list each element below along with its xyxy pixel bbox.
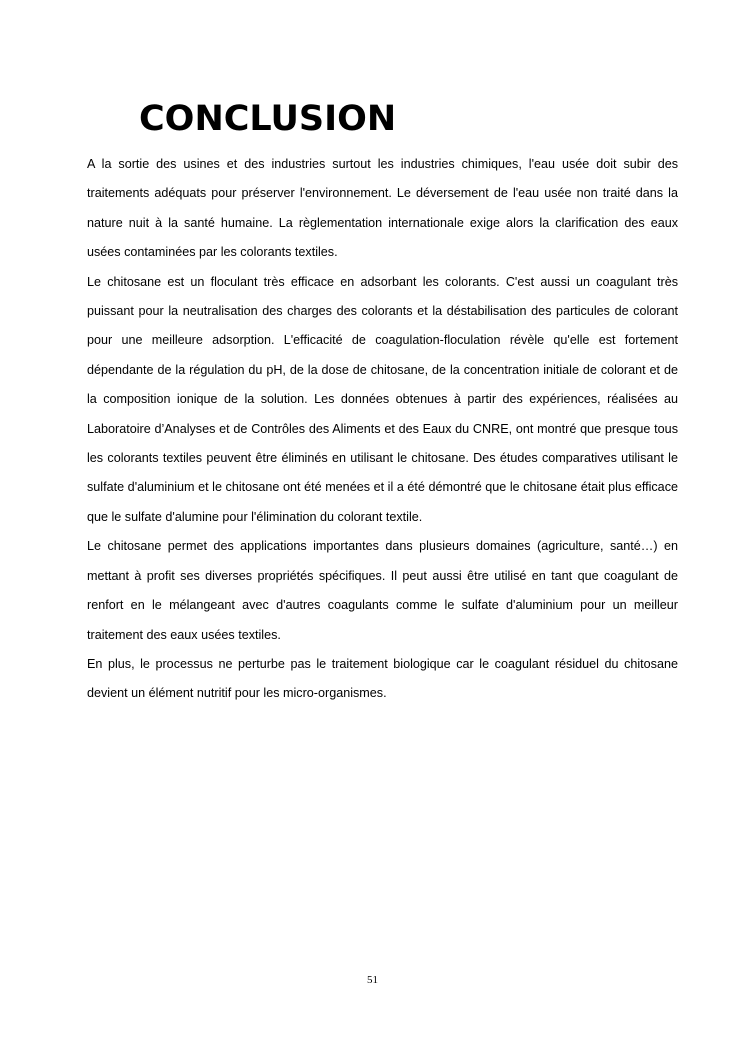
page-title: CONCLUSION: [139, 99, 397, 139]
paragraph-2: Le chitosane est un floculant très efficace en adsorbant les colorants. C'est aussi un coagulant très puissant pour la neutralisation des charges des colorants et la déstabilisation des particules de colorant pour une meilleure adsorption. L'efficacité de coagulation-floculation révèle qu'elle est fortement dépendante de la régulation du pH, de la dose de chitosane, de la concentration initiale de colorant et de la composition ionique de la solution. Les données obtenues à partir des expériences, réalisées au Laboratoire d’Analyses et de Contrôles des Aliments et des Eaux du CNRE, ont montré que presque tous les colorants textiles peuvent être éliminés en utilisant le chitosane. Des études comparatives utilisant le sulfate d'aluminium et le chitosane ont été menées et il a été démontré que le chitosane était plus efficace que le sulfate d'alumine pour l'élimination du colorant textile.: [87, 274, 678, 524]
paragraph-1: A la sortie des usines et des industries surtout les industries chimiques, l'eau usée doit subir des traitements adéquats pour préserver l'environnement. Le déversement de l'eau usée non traité dans la nature nuit à la santé humaine. La règlementation internationale exige alors la clarification des eaux usées contaminées par les colorants textiles.: [87, 157, 678, 260]
paragraph-4: En plus, le processus ne perturbe pas le traitement biologique car le coagulant résiduel du chitosane devient un élément nutritif pour les micro-organismes.: [87, 656, 678, 701]
page-number: 51: [367, 974, 378, 986]
paragraph-3: Le chitosane permet des applications importantes dans plusieurs domaines (agriculture, santé…) en mettant à profit ses diverses propriétés spécifiques. Il peut aussi être utilisé en tant que coagulant de renfort en le mélangeant avec d'autres coagulants comme le sulfate d'aluminium pour un meilleur traitement des eaux usées textiles.: [87, 539, 678, 642]
body-text: [87, 150, 678, 709]
